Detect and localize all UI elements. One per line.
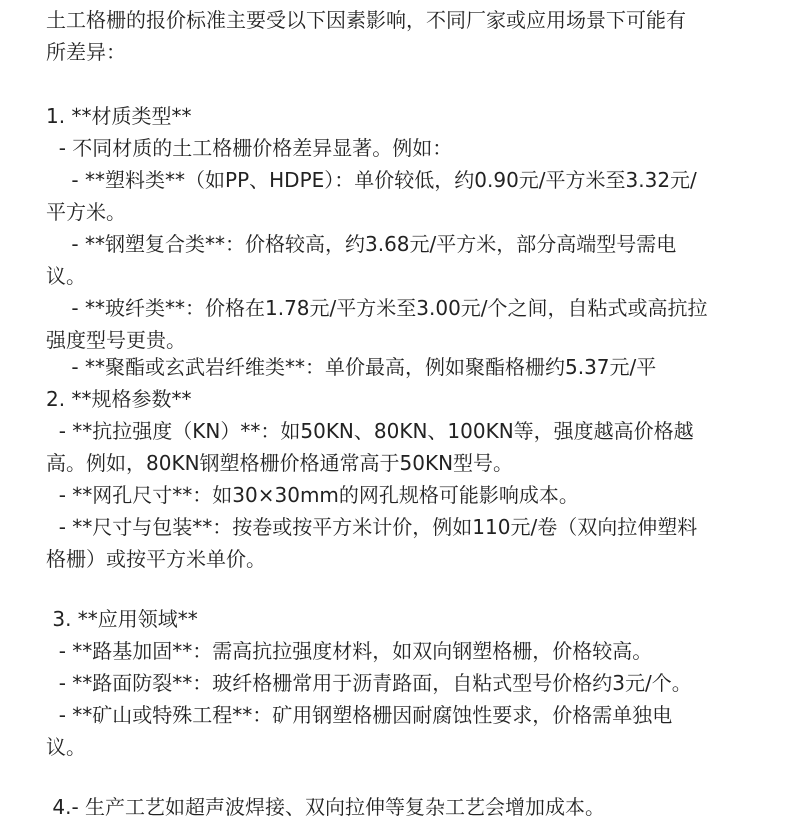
text-line: 所差异： xyxy=(46,40,126,64)
text-line: - **网孔尺寸**：如30×30mm的网孔规格可能影响成本。 xyxy=(46,483,579,507)
text-line: - **尺寸与包装**：按卷或按平方米计价，例如110元/卷（双向拉伸塑料 xyxy=(46,515,698,539)
text-line: - **抗拉强度（KN）**：如50KN、80KN、100KN等，强度越高价格越 xyxy=(46,419,694,443)
text-line: 议。 xyxy=(46,735,86,759)
heading-application: 3. **应用领域** xyxy=(46,607,198,631)
heading-process: 4.- 生产工艺如超声波焊接、双向拉伸等复杂工艺会增加成本。 xyxy=(46,795,606,819)
text-line: - **玻纤类**：价格在1.78元/平方米至3.00元/个之间，自粘式或高抗拉 xyxy=(46,296,708,320)
text-line: 高。例如，80KN钢塑格栅价格通常高于50KN型号。 xyxy=(46,451,514,475)
heading-spec-params: 2. **规格参数** xyxy=(46,387,192,411)
text-line: - 不同材质的土工格栅价格差异显著。例如： xyxy=(46,136,453,160)
text-line: - **塑料类**（如PP、HDPE）：单价较低，约0.90元/平方米至3.32元/ xyxy=(46,168,697,192)
text-line: - **矿山或特殊工程**：矿用钢塑格栅因耐腐蚀性要求，价格需单独电 xyxy=(46,703,673,727)
text-line: 格栅）或按平方米单价。 xyxy=(46,547,266,571)
text-line: - **路基加固**：需高抗拉强度材料，如双向钢塑格栅，价格较高。 xyxy=(46,639,653,663)
text-line: - **路面防裂**：玻纤格栅常用于沥青路面，自粘式型号价格约3元/个。 xyxy=(46,671,692,695)
text-line: 议。 xyxy=(46,264,86,288)
text-line: 土工格栅的报价标准主要受以下因素影响，不同厂家或应用场景下可能有 xyxy=(46,8,686,32)
text-line: - **聚酯或玄武岩纤维类**：单价最高，例如聚酯格栅约5.37元/平 xyxy=(46,355,657,379)
text-line: 强度型号更贵。 xyxy=(46,328,186,352)
heading-material-type: 1. **材质类型** xyxy=(46,104,192,128)
text-line: - **钢塑复合类**：价格较高，约3.68元/平方米，部分高端型号需电 xyxy=(46,232,677,256)
text-line: 平方米。 xyxy=(46,200,126,224)
